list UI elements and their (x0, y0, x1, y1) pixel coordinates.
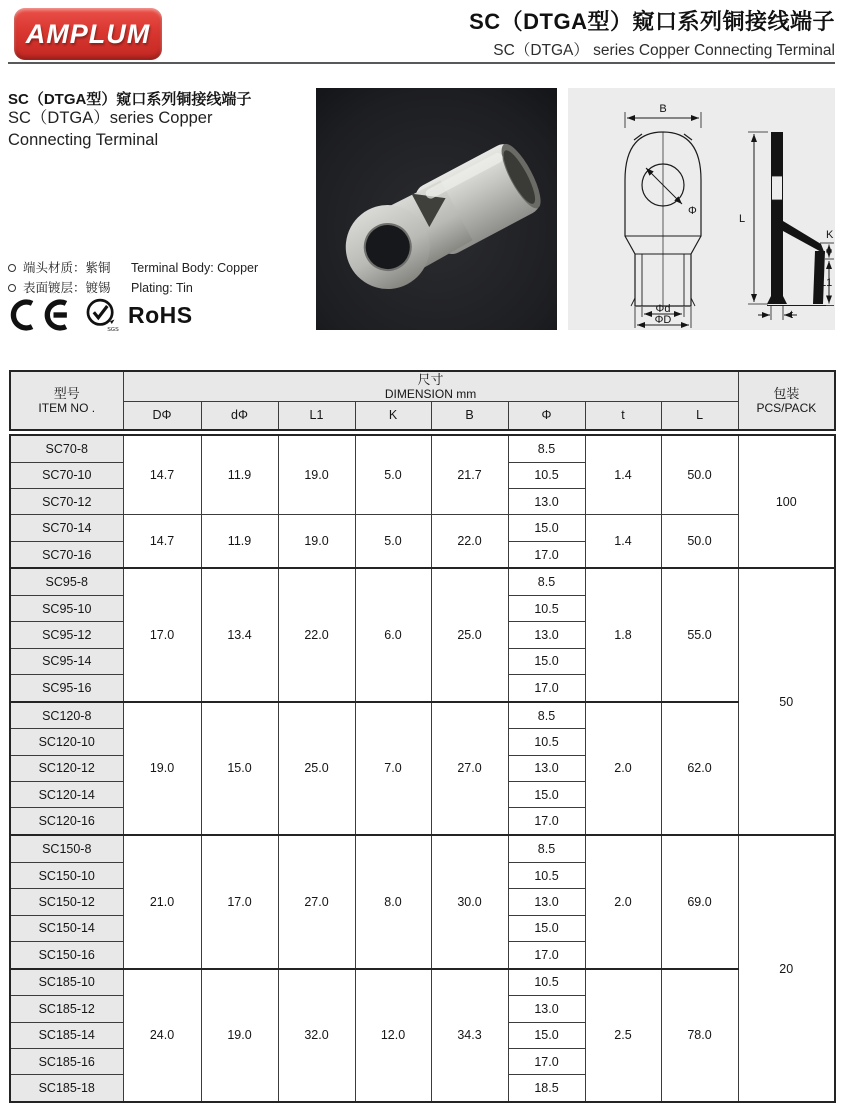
phi-cell: 10.5 (508, 462, 585, 488)
dim-label-phid: Φd (655, 303, 671, 315)
item-cell: SC95-8 (10, 568, 123, 595)
header-divider (8, 62, 835, 64)
item-cell: SC185-16 (10, 1048, 123, 1074)
phi-cell: 8.5 (508, 435, 585, 462)
dimension-table-body (9, 434, 836, 1103)
spec-zh: 表面镀层：镀锡 (23, 281, 111, 295)
dim-cell: 15.0 (201, 702, 278, 835)
dimension-diagram (568, 88, 835, 330)
dim-cell: 19.0 (278, 515, 355, 569)
phi-cell: 10.5 (508, 969, 585, 996)
product-photo (316, 88, 557, 330)
brand-logo-text: AMPLUM (25, 18, 151, 49)
dim-cell: 6.0 (355, 568, 431, 701)
header-dim-en: DIMENSION mm (384, 387, 477, 401)
page-title-zh: SC（DTGA型）窥口系列铜接线端子 (469, 9, 835, 34)
dim-cell: 2.0 (585, 835, 661, 968)
dim-cell: 55.0 (661, 568, 738, 701)
dim-cell: 22.0 (278, 568, 355, 701)
dimension-table-header (9, 370, 836, 431)
dim-cell: 19.0 (278, 435, 355, 515)
dim-cell: 25.0 (431, 568, 508, 701)
header-item-no (10, 371, 123, 430)
product-title-zh: SC（DTGA型）窥口系列铜接线端子 (8, 91, 252, 108)
certification-row (8, 296, 193, 334)
dim-cell: 13.4 (201, 568, 278, 701)
item-cell: SC120-16 (10, 808, 123, 835)
dim-cell: 1.8 (585, 568, 661, 701)
phi-cell: 8.5 (508, 568, 585, 595)
header-pack-zh: 包装 (773, 385, 800, 401)
dim-cell: 62.0 (661, 702, 738, 835)
phi-cell: 15.0 (508, 915, 585, 941)
pack-cell: 20 (738, 835, 835, 1102)
table-row (10, 835, 835, 862)
item-cell: SC185-18 (10, 1075, 123, 1102)
table-row (10, 568, 835, 595)
page-header (469, 5, 835, 60)
product-title-en-line2: Connecting Terminal (8, 131, 159, 149)
dim-cell: 27.0 (278, 835, 355, 968)
dim-cell: 1.4 (585, 435, 661, 515)
phi-cell: 10.5 (508, 862, 585, 888)
sgs-label: SGS (107, 327, 119, 334)
item-cell: SC70-10 (10, 462, 123, 488)
item-cell: SC150-12 (10, 889, 123, 915)
item-cell: SC150-10 (10, 862, 123, 888)
dim-cell: 19.0 (123, 702, 201, 835)
item-cell: SC120-10 (10, 729, 123, 755)
header-col-L1: L1 (278, 402, 355, 430)
item-cell: SC150-16 (10, 941, 123, 968)
dim-label-t: t (790, 309, 794, 321)
dim-label-K: K (826, 229, 834, 241)
header-pack (738, 371, 835, 430)
phi-cell: 17.0 (508, 675, 585, 702)
bullet-icon (8, 264, 16, 272)
header-item-en: ITEM NO . (38, 400, 96, 415)
dim-cell: 5.0 (355, 435, 431, 515)
product-title-en-line1: SC（DTGA）series Copper (8, 109, 213, 127)
table-row (10, 969, 835, 996)
item-cell: SC120-14 (10, 782, 123, 808)
dim-cell: 78.0 (661, 969, 738, 1102)
item-cell: SC95-14 (10, 648, 123, 674)
item-cell: SC120-8 (10, 702, 123, 729)
item-cell: SC95-10 (10, 596, 123, 622)
dim-cell: 50.0 (661, 435, 738, 515)
header-col-D: DΦ (123, 402, 201, 430)
table-row (10, 435, 835, 462)
ce-mark-icon (8, 298, 74, 332)
header-col-K: K (355, 402, 431, 430)
item-cell: SC95-16 (10, 675, 123, 702)
header-col-B: B (431, 402, 508, 430)
spec-en: Plating: Tin (131, 281, 193, 295)
table-row (10, 702, 835, 729)
dim-label-phiD: ΦD (654, 314, 672, 326)
phi-cell: 10.5 (508, 596, 585, 622)
dim-cell: 34.3 (431, 969, 508, 1102)
item-cell: SC185-10 (10, 969, 123, 996)
product-title-en (8, 107, 212, 151)
material-specs (8, 258, 258, 298)
header-col-L: L (661, 402, 738, 430)
rohs-label: RoHS (128, 301, 193, 328)
dim-cell: 50.0 (661, 515, 738, 569)
dim-cell: 21.0 (123, 835, 201, 968)
spec-zh: 端头材质：紫铜 (23, 261, 111, 275)
dim-cell: 11.9 (201, 515, 278, 569)
pack-cell: 100 (738, 435, 835, 568)
dim-cell: 12.0 (355, 969, 431, 1102)
item-cell: SC150-8 (10, 835, 123, 862)
dim-cell: 2.5 (585, 969, 661, 1102)
item-cell: SC120-12 (10, 755, 123, 781)
phi-cell: 13.0 (508, 622, 585, 648)
dim-cell: 30.0 (431, 835, 508, 968)
phi-cell: 10.5 (508, 729, 585, 755)
dim-label-L: L (738, 213, 746, 225)
pack-cell: 50 (738, 568, 835, 835)
spec-line-body (8, 258, 258, 278)
bullet-icon (8, 284, 16, 292)
dim-cell: 25.0 (278, 702, 355, 835)
dim-cell: 27.0 (431, 702, 508, 835)
dim-cell: 8.0 (355, 835, 431, 968)
certification-badge-icon (83, 296, 119, 334)
phi-cell: 13.0 (508, 489, 585, 515)
dim-label-phi: Φ (688, 205, 697, 217)
dim-cell: 17.0 (123, 568, 201, 701)
table-row (10, 515, 835, 541)
phi-cell: 8.5 (508, 702, 585, 729)
header-col-phi: Φ (508, 402, 585, 430)
page-title-en: SC（DTGA） series Copper Connecting Terminal (493, 42, 835, 59)
header-item-zh: 型号 (53, 385, 80, 401)
dim-cell: 21.7 (431, 435, 508, 515)
phi-cell: 13.0 (508, 889, 585, 915)
phi-cell: 15.0 (508, 648, 585, 674)
phi-cell: 13.0 (508, 996, 585, 1022)
terminal-lug-image (316, 88, 557, 330)
header-col-t: t (585, 402, 661, 430)
item-cell: SC70-8 (10, 435, 123, 462)
phi-cell: 15.0 (508, 1022, 585, 1048)
dim-cell: 5.0 (355, 515, 431, 569)
item-cell: SC185-12 (10, 996, 123, 1022)
dim-cell: 69.0 (661, 835, 738, 968)
dim-label-B: B (659, 103, 667, 115)
phi-cell: 17.0 (508, 541, 585, 568)
brand-logo (14, 8, 162, 60)
spec-en: Terminal Body: Copper (131, 261, 259, 275)
dim-cell: 17.0 (201, 835, 278, 968)
dim-cell: 2.0 (585, 702, 661, 835)
spec-line-plating (8, 278, 258, 298)
dim-cell: 22.0 (431, 515, 508, 569)
dim-cell: 14.7 (123, 515, 201, 569)
item-cell: SC95-12 (10, 622, 123, 648)
item-cell: SC70-12 (10, 489, 123, 515)
dim-label-L1: L1 (820, 277, 833, 289)
header-dim-zh: 尺寸 (417, 372, 444, 387)
phi-cell: 13.0 (508, 755, 585, 781)
technical-drawing (568, 88, 835, 330)
phi-cell: 17.0 (508, 808, 585, 835)
dim-cell: 11.9 (201, 435, 278, 515)
dim-cell: 7.0 (355, 702, 431, 835)
phi-cell: 15.0 (508, 782, 585, 808)
dim-cell: 32.0 (278, 969, 355, 1102)
header-col-d: dΦ (201, 402, 278, 430)
dim-cell: 24.0 (123, 969, 201, 1102)
phi-cell: 8.5 (508, 835, 585, 862)
phi-cell: 15.0 (508, 515, 585, 541)
item-cell: SC150-14 (10, 915, 123, 941)
item-cell: SC70-16 (10, 541, 123, 568)
header-pack-en: PCS/PACK (756, 400, 817, 415)
phi-cell: 17.0 (508, 941, 585, 968)
dim-cell: 14.7 (123, 435, 201, 515)
phi-cell: 18.5 (508, 1075, 585, 1102)
phi-cell: 17.0 (508, 1048, 585, 1074)
dim-cell: 1.4 (585, 515, 661, 569)
item-cell: SC185-14 (10, 1022, 123, 1048)
dim-cell: 19.0 (201, 969, 278, 1102)
header-dimension (123, 371, 738, 402)
item-cell: SC70-14 (10, 515, 123, 541)
